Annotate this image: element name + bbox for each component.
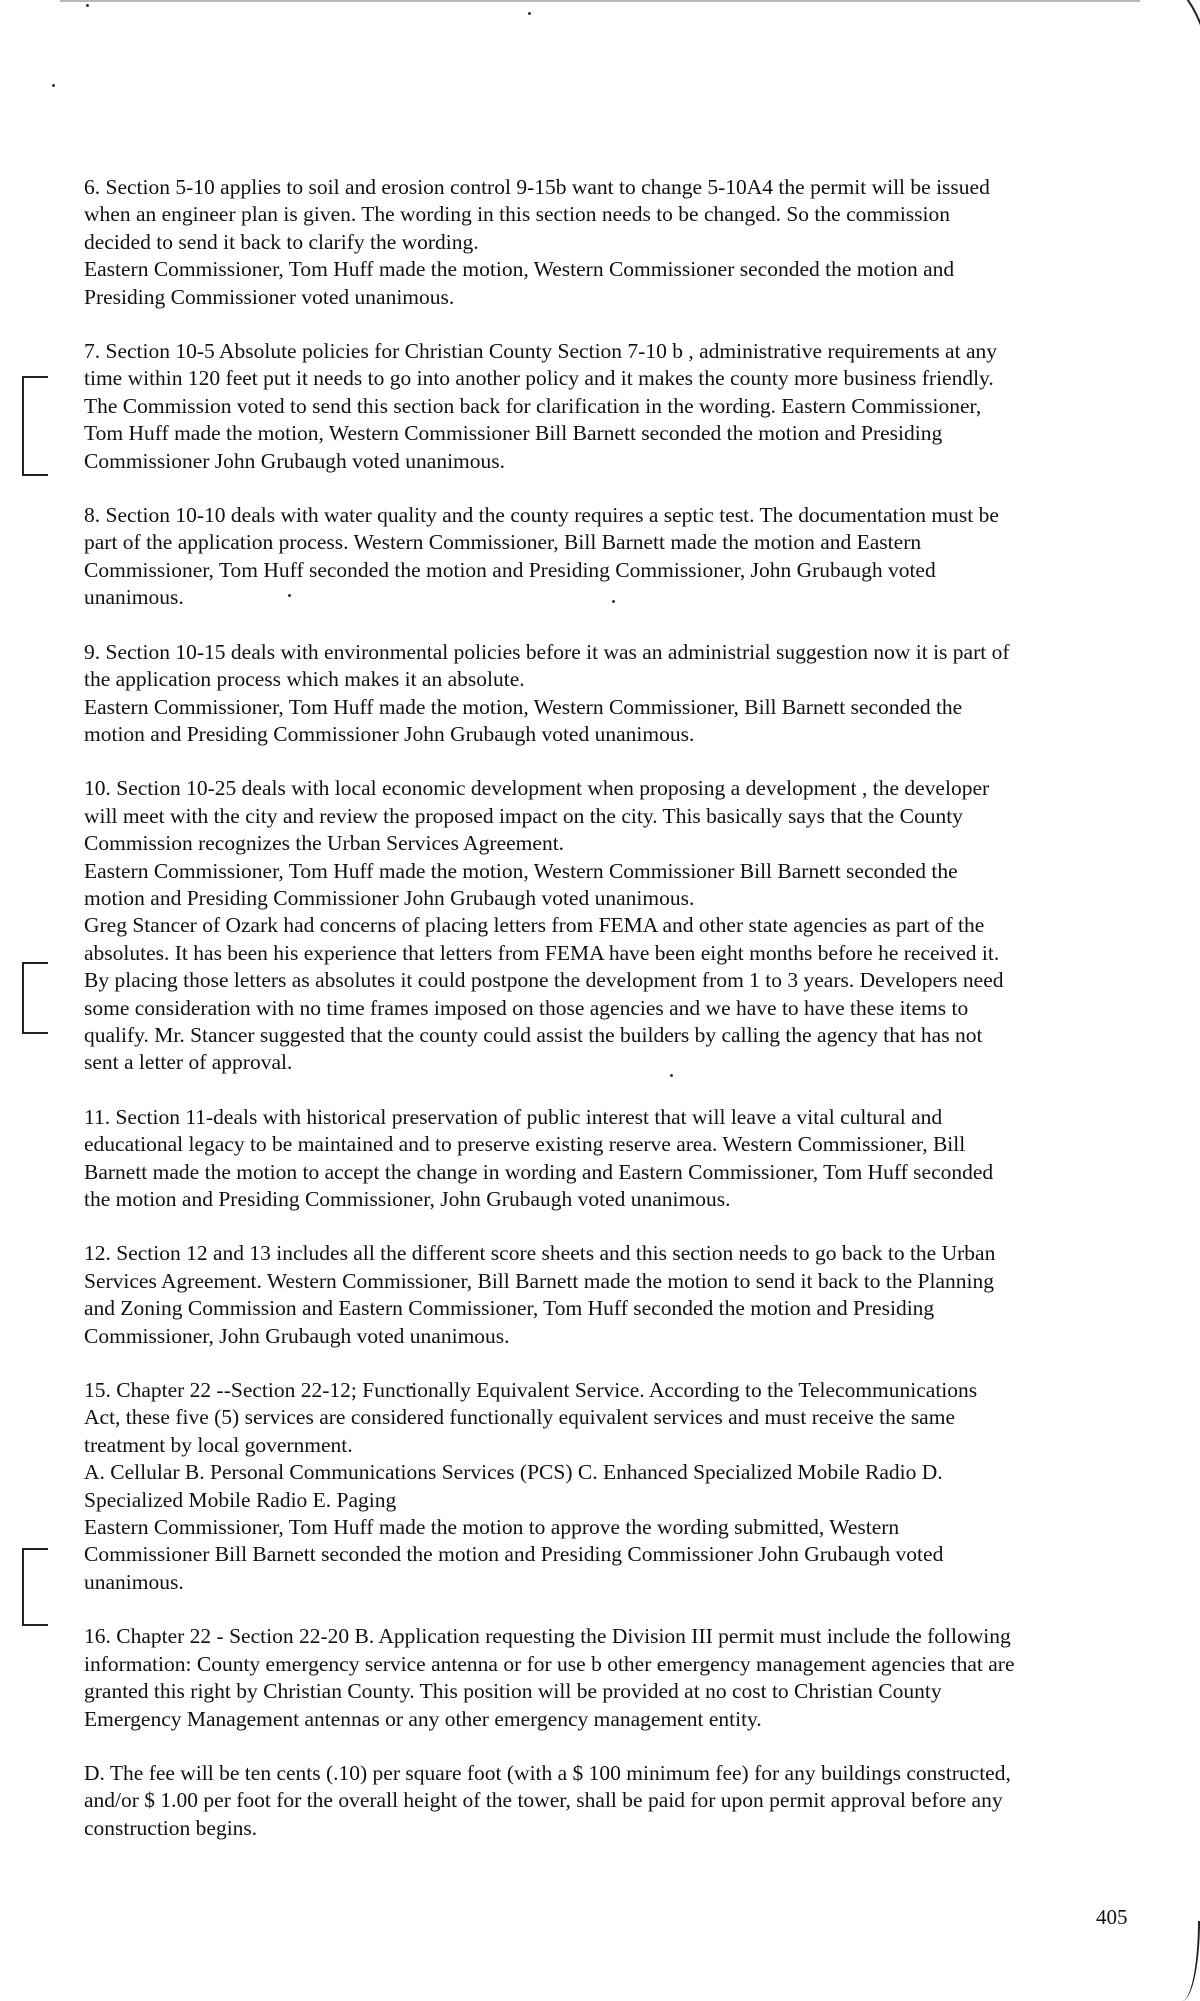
text-line: sent a letter of approval. xyxy=(84,1050,293,1075)
text-line: will meet with the city and review the proposed impact on the city. This basically says that the County xyxy=(84,803,963,828)
text-line: 11. Section 11-deals with historical preservation of public interest that will leave a vital cultural and xyxy=(84,1104,943,1129)
text-line: 7. Section 10-5 Absolute policies for Christian County Section 7-10 b , administrative requirements at any xyxy=(84,339,997,364)
text-line: some consideration with no time frames imposed on those agencies and we have to have these items to xyxy=(84,995,969,1020)
text-line: part of the application process. Western Commissioner, Bill Barnett made the motion and Eastern xyxy=(84,530,922,555)
text-line: motion and Presiding Commissioner John Grubaugh voted unanimous. xyxy=(84,885,695,910)
text-line: Commissioner, John Grubaugh voted unanimous. xyxy=(84,1323,510,1348)
paragraph-item-7 xyxy=(84,338,1124,475)
text-line: Specialized Mobile Radio E. Paging xyxy=(84,1487,397,1512)
paragraph-item-d xyxy=(84,1760,1124,1842)
text-line: Greg Stancer of Ozark had concerns of placing letters from FEMA and other state agencies as part of the xyxy=(84,913,985,938)
text-line: Eastern Commissioner, Tom Huff made the motion to approve the wording submitted, Western xyxy=(84,1515,900,1540)
paragraph-item-11 xyxy=(84,1104,1124,1214)
text-line: and Zoning Commission and Eastern Commissioner, Tom Huff seconded the motion and Presiding xyxy=(84,1296,935,1321)
paragraph-item-10 xyxy=(84,775,1124,1076)
text-line: Barnett made the motion to accept the change in wording and Eastern Commissioner, Tom Huff seconded xyxy=(84,1159,994,1184)
page-corner-curl-top xyxy=(1120,0,1200,82)
text-line: 8. Section 10-10 deals with water quality and the county requires a septic test. The documentation must be xyxy=(84,503,999,528)
margin-bracket-mark xyxy=(22,1548,48,1626)
scan-speck xyxy=(86,4,89,7)
text-line: granted this right by Christian County. This position will be provided at no cost to Christian County xyxy=(84,1679,942,1704)
text-line: 16. Chapter 22 - Section 22-20 B. Application requesting the Division III permit must include the following xyxy=(84,1624,1011,1649)
text-line: educational legacy to be maintained and to preserve existing reserve area. Western Commissioner, Bill xyxy=(84,1132,966,1157)
text-line: motion and Presiding Commissioner John Grubaugh voted unanimous. xyxy=(84,721,695,746)
text-line: Emergency Management antennas or any other emergency management entity. xyxy=(84,1706,762,1731)
text-line: Eastern Commissioner, Tom Huff made the motion, Western Commissioner seconded the motion and xyxy=(84,257,955,282)
text-line: 10. Section 10-25 deals with local economic development when proposing a development , the developer xyxy=(84,776,990,801)
margin-bracket-mark xyxy=(22,376,48,476)
text-line: 6. Section 5-10 applies to soil and erosion control 9-15b want to change 5-10A4 the permit will be issued xyxy=(84,175,990,199)
text-line: unanimous. xyxy=(84,1569,184,1594)
paragraph-item-15 xyxy=(84,1377,1124,1596)
text-line: 15. Chapter 22 --Section 22-12; Functionally Equivalent Service. According to the Telecommunications xyxy=(84,1378,978,1403)
text-line: 9. Section 10-15 deals with environmental policies before it was an administrial suggestion now it is part of xyxy=(84,639,1010,664)
margin-bracket-mark xyxy=(22,962,48,1034)
text-line: Commissioner Bill Barnett seconded the motion and Presiding Commissioner John Grubaugh voted xyxy=(84,1542,944,1567)
text-line: The Commission voted to send this section back for clarification in the wording. Eastern Commissioner, xyxy=(84,393,982,418)
paragraph-item-8 xyxy=(84,502,1124,612)
text-line: Commissioner, Tom Huff seconded the motion and Presiding Commissioner, John Grubaugh voted xyxy=(84,557,936,582)
text-line: Presiding Commissioner voted unanimous. xyxy=(84,284,455,309)
paragraph-item-9 xyxy=(84,639,1124,749)
text-line: absolutes. It has been his experience that letters from FEMA have been eight months before he received it. xyxy=(84,940,1000,965)
text-line: 12. Section 12 and 13 includes all the different score sheets and this section needs to go back to the Urban xyxy=(84,1241,996,1266)
minutes-body xyxy=(84,174,1124,1869)
paragraph-item-16 xyxy=(84,1623,1124,1733)
paragraph-item-6 xyxy=(84,174,1124,311)
text-line: Commission recognizes the Urban Services Agreement. xyxy=(84,831,565,856)
scan-speck xyxy=(52,84,55,87)
text-line: information: County emergency service antenna or for use b other emergency management agencies that are xyxy=(84,1651,1015,1676)
text-line: the motion and Presiding Commissioner, John Grubaugh voted unanimous. xyxy=(84,1187,731,1211)
text-line: unanimous. xyxy=(84,585,184,610)
text-line: By placing those letters as absolutes it could postpone the development from 1 to 3 years. Developers need xyxy=(84,968,1004,993)
text-line: construction begins. xyxy=(84,1815,258,1840)
text-line: the application process which makes it an absolute. xyxy=(84,667,525,692)
text-line: Commissioner John Grubaugh voted unanimous. xyxy=(84,448,506,473)
text-line: when an engineer plan is given. The wording in this section needs to be changed. So the commission xyxy=(84,202,950,227)
text-line: Eastern Commissioner, Tom Huff made the motion, Western Commissioner Bill Barnett seconded the xyxy=(84,858,958,883)
text-line: and/or $ 1.00 per foot for the overall height of the tower, shall be paid for upon permit approval before any xyxy=(84,1788,1003,1813)
text-line: Services Agreement. Western Commissioner, Bill Barnett made the motion to send it back to the Planning xyxy=(84,1268,995,1293)
scan-speck xyxy=(528,12,531,15)
paragraph-item-12 xyxy=(84,1240,1124,1350)
text-line: treatment by local government. xyxy=(84,1432,353,1457)
page-corner-curl-bottom xyxy=(1180,1921,1200,2001)
text-line: Act, these five (5) services are considered functionally equivalent services and must receive the same xyxy=(84,1405,955,1430)
text-line: Eastern Commissioner, Tom Huff made the motion, Western Commissioner, Bill Barnett seconded the xyxy=(84,694,963,719)
text-line: A. Cellular B. Personal Communications Services (PCS) C. Enhanced Specialized Mobile Radio D. xyxy=(84,1460,943,1485)
text-line: D. The fee will be ten cents (.10) per square foot (with a $ 100 minimum fee) for any buildings constructed, xyxy=(84,1760,1011,1785)
text-line: decided to send it back to clarify the wording. xyxy=(84,229,479,254)
text-line: Tom Huff made the motion, Western Commissioner Bill Barnett seconded the motion and Presiding xyxy=(84,421,943,446)
page-number: 405 xyxy=(1096,1905,1128,1929)
top-scan-edge xyxy=(60,0,1140,2)
text-line: qualify. Mr. Stancer suggested that the county could assist the builders by calling the agency that has not xyxy=(84,1022,983,1047)
text-line: time within 120 feet put it needs to go into another policy and it makes the county more business friendly. xyxy=(84,366,994,391)
